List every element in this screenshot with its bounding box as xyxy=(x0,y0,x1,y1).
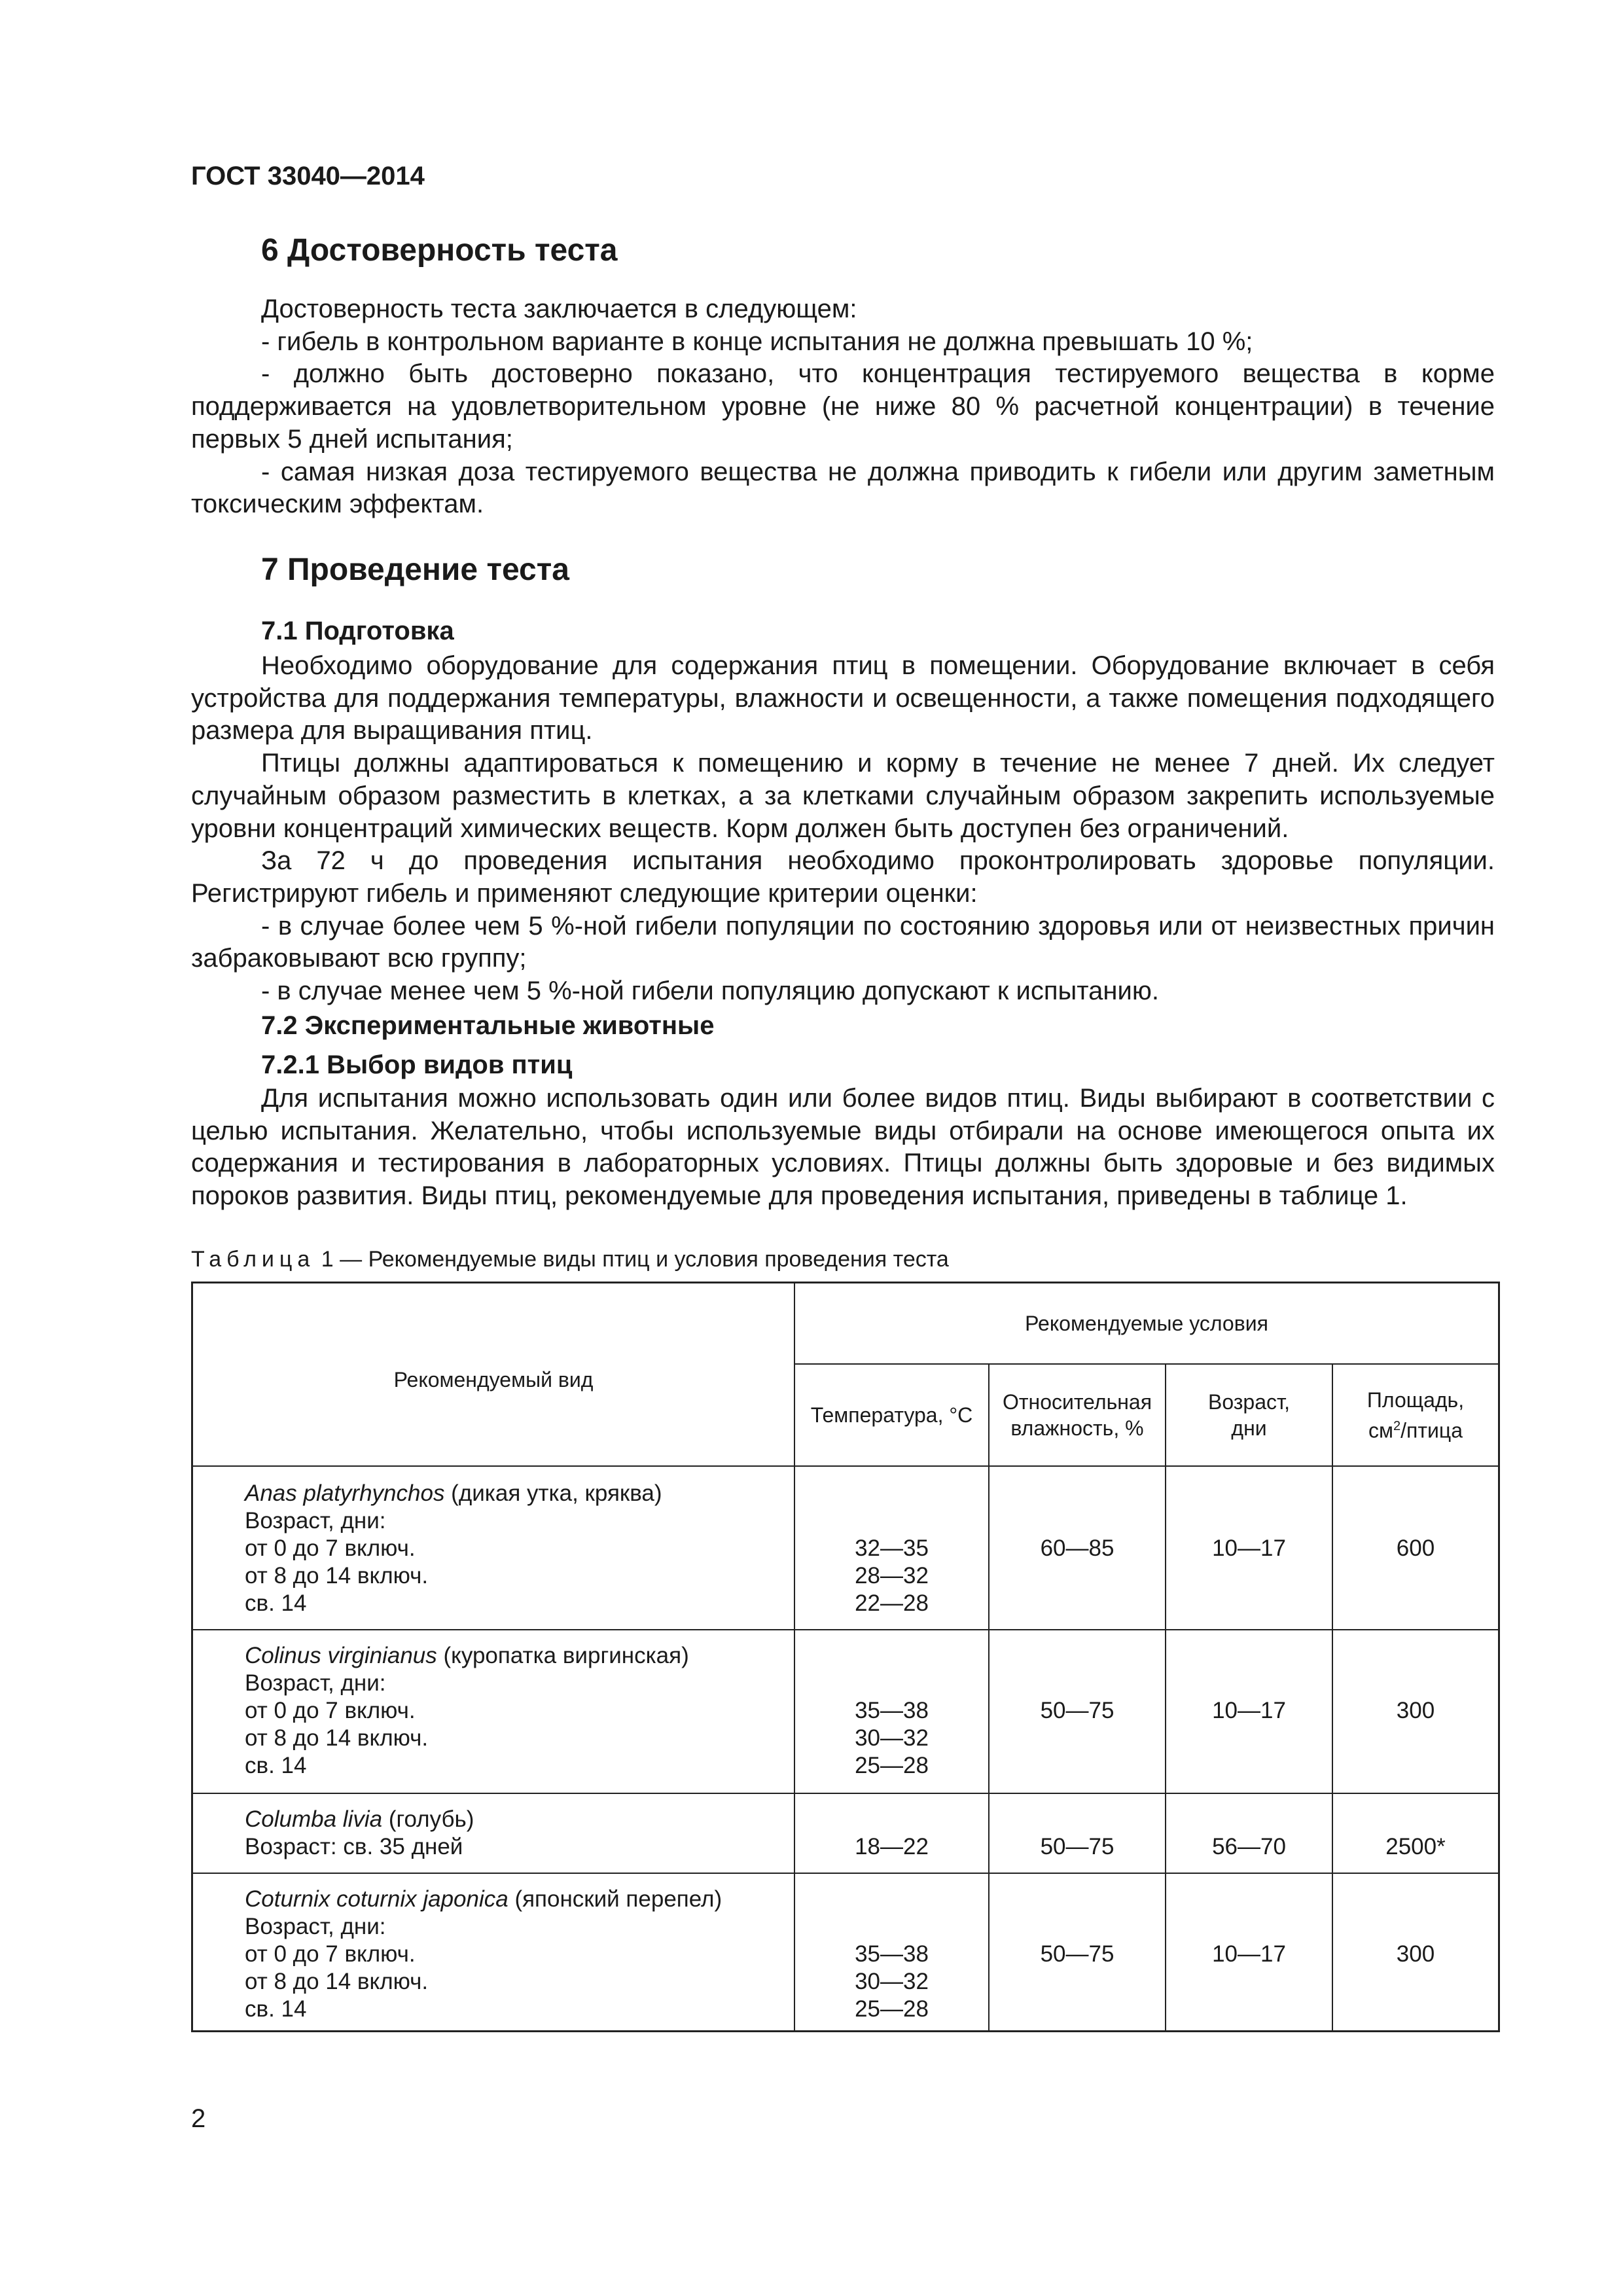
list-item: - гибель в контрольном варианте в конце испытания не должна превышать 10 %; xyxy=(261,327,1253,356)
temperature-value: 35—38 xyxy=(855,1941,929,1967)
column-header-humidity xyxy=(990,1365,1165,1465)
document-code: ГОСТ 33040—2014 xyxy=(191,162,425,190)
column-header-area-line1: Площадь, xyxy=(1366,1388,1465,1412)
age-range: от 8 до 14 включ. xyxy=(245,1969,429,1994)
temperature-value: 28—32 xyxy=(855,1563,929,1588)
section-7-1-body xyxy=(191,650,1495,1008)
age-cell: 10—17 xyxy=(1212,1535,1286,1561)
column-header-area-line2 xyxy=(1368,1413,1463,1444)
column-header-conditions: Рекомендуемые условия xyxy=(1025,1312,1268,1335)
species-name xyxy=(245,1886,722,1913)
table-divider xyxy=(193,1465,1498,1467)
age-range: от 0 до 7 включ. xyxy=(245,1941,416,1967)
humidity-cell: 50—75 xyxy=(1040,1941,1115,1967)
age-label: Возраст, дни: xyxy=(245,1914,386,1939)
table-row-species xyxy=(245,1480,662,1617)
species-latin: Columba livia xyxy=(245,1806,383,1832)
column-header-humidity-line2: влажность, % xyxy=(1010,1416,1144,1440)
temperature-value: 30—32 xyxy=(855,1969,929,1994)
section-6-heading: 6 Достоверность теста xyxy=(261,233,618,268)
age-range: от 8 до 14 включ. xyxy=(245,1563,429,1588)
temperature-value: 35—38 xyxy=(855,1698,929,1723)
species-latin: Coturnix coturnix japonica xyxy=(245,1886,508,1912)
species-common: (куропатка виргинская) xyxy=(437,1643,689,1668)
species-common: (дикая утка, кряква) xyxy=(444,1480,662,1506)
table-divider xyxy=(193,1793,1498,1794)
area-cell: 300 xyxy=(1396,1698,1435,1723)
table-row-species xyxy=(245,1642,689,1780)
temperature-cell xyxy=(795,1535,988,1617)
area-unit: см xyxy=(1368,1418,1393,1443)
paragraph: Для испытания можно использовать один или более видов птиц. Виды выбирают в соответствии с целью испытания. Желательно, чтобы используемые виды отбирали на основе имеющегося опыта их содержания и тестирования в лабораторных условиях. Птицы должны быть здоровые и без видимых пороков развития. Виды птиц, рекомендуемые для проведения испытания, приведены в таблице 1. xyxy=(191,1084,1495,1211)
humidity-cell: 60—85 xyxy=(1040,1535,1115,1561)
age-range: св. 14 xyxy=(245,1996,307,2022)
humidity-cell: 50—75 xyxy=(1040,1834,1115,1859)
column-header-temperature: Температура, °С xyxy=(810,1403,973,1427)
temperature-cell: 18—22 xyxy=(855,1834,929,1859)
section-7-1-heading: 7.1 Подготовка xyxy=(261,617,454,645)
area-cell: 300 xyxy=(1396,1941,1435,1967)
table-divider xyxy=(193,1873,1498,1874)
column-header-area xyxy=(1333,1365,1498,1465)
area-cell: 2500* xyxy=(1385,1834,1446,1859)
table-row-species xyxy=(245,1886,722,2023)
section-6-body xyxy=(191,293,1495,521)
age-cell: 10—17 xyxy=(1212,1941,1286,1967)
temperature-value: 22—28 xyxy=(855,1590,929,1616)
column-header-age-line2: дни xyxy=(1231,1416,1267,1440)
age-label: Возраст, дни: xyxy=(245,1670,386,1696)
list-item: - в случае более чем 5 %-ной гибели популяции по состоянию здоровья или от неизвестных причин забраковывают всю группу; xyxy=(191,911,1495,973)
column-header-age xyxy=(1166,1365,1332,1465)
age-range: св. 14 xyxy=(245,1753,307,1778)
paragraph: Птицы должны адаптироваться к помещению и корму в течение не менее 7 дней. Их следует случайным образом разместить в клетках, а за клетками случайным образом закрепить используемые уровни концентраций химических веществ. Корм должен быть доступен без ограничений. xyxy=(191,749,1495,843)
table-caption-label: Таблица xyxy=(191,1247,315,1272)
paragraph: За 72 ч до проведения испытания необходимо проконтролировать здоровье популяции. Регистрируют гибель и применяют следующие критерии оценки: xyxy=(191,846,1495,908)
age-range: от 0 до 7 включ. xyxy=(245,1535,416,1561)
age-range: от 8 до 14 включ. xyxy=(245,1725,429,1751)
species-table xyxy=(191,1282,1500,2032)
column-header-species: Рекомендуемый вид xyxy=(393,1368,594,1391)
list-item: - в случае менее чем 5 %-ной гибели популяцию допускают к испытанию. xyxy=(261,977,1159,1006)
temperature-value: 25—28 xyxy=(855,1996,929,2022)
section-7-2-1-heading: 7.2.1 Выбор видов птиц xyxy=(261,1050,573,1079)
list-item: - самая низкая доза тестируемого вещества не должна приводить к гибели или другим заметным токсическим эффектам. xyxy=(191,457,1495,519)
age-range: от 0 до 7 включ. xyxy=(245,1698,416,1723)
paragraph: Необходимо оборудование для содержания птиц в помещении. Оборудование включает в себя устройства для поддержания температуры, влажности и освещенности, а также помещения подходящего размера для выращивания птиц. xyxy=(191,651,1495,745)
temperature-cell xyxy=(795,1697,988,1780)
temperature-cell xyxy=(795,1941,988,2023)
paragraph: Достоверность теста заключается в следующем: xyxy=(261,295,857,323)
section-7-heading: 7 Проведение теста xyxy=(261,552,569,587)
table-row-species xyxy=(245,1806,474,1861)
temperature-value: 25—28 xyxy=(855,1753,929,1778)
age-label: Возраст, дни: xyxy=(245,1508,386,1534)
column-header-humidity-line1: Относительная xyxy=(1002,1390,1152,1414)
page-number: 2 xyxy=(191,2104,206,2133)
age-cell: 10—17 xyxy=(1212,1698,1286,1723)
temperature-value: 30—32 xyxy=(855,1725,929,1751)
table-caption-text: 1 — Рекомендуемые виды птиц и условия проведения теста xyxy=(321,1247,949,1272)
table-caption xyxy=(191,1247,949,1272)
species-latin: Colinus virginianus xyxy=(245,1643,437,1668)
age-label: Возраст: св. 35 дней xyxy=(245,1834,463,1859)
species-common: (голубь) xyxy=(382,1806,474,1832)
list-item: - должно быть достоверно показано, что концентрация тестируемого вещества в корме поддерживается на удовлетворительном уровне (не ниже 80 % расчетной концентрации) в течение первых 5 дней испытания; xyxy=(191,359,1495,454)
species-latin: Anas platyrhynchos xyxy=(245,1480,445,1506)
section-7-2-heading: 7.2 Экспериментальные животные xyxy=(261,1011,715,1040)
species-name xyxy=(245,1642,689,1670)
area-unit-suffix: /птица xyxy=(1400,1418,1463,1443)
column-header-age-line1: Возраст, xyxy=(1207,1390,1291,1414)
species-name xyxy=(245,1806,474,1833)
area-unit-exponent: 2 xyxy=(1393,1418,1401,1433)
humidity-cell: 50—75 xyxy=(1040,1698,1115,1723)
species-common: (японский перепел) xyxy=(508,1886,722,1912)
age-range: св. 14 xyxy=(245,1590,307,1616)
age-cell: 56—70 xyxy=(1212,1834,1286,1859)
area-cell: 600 xyxy=(1396,1535,1435,1561)
table-divider xyxy=(193,1629,1498,1630)
species-name xyxy=(245,1480,662,1507)
section-7-2-1-body xyxy=(191,1083,1495,1213)
temperature-value: 32—35 xyxy=(855,1535,929,1561)
